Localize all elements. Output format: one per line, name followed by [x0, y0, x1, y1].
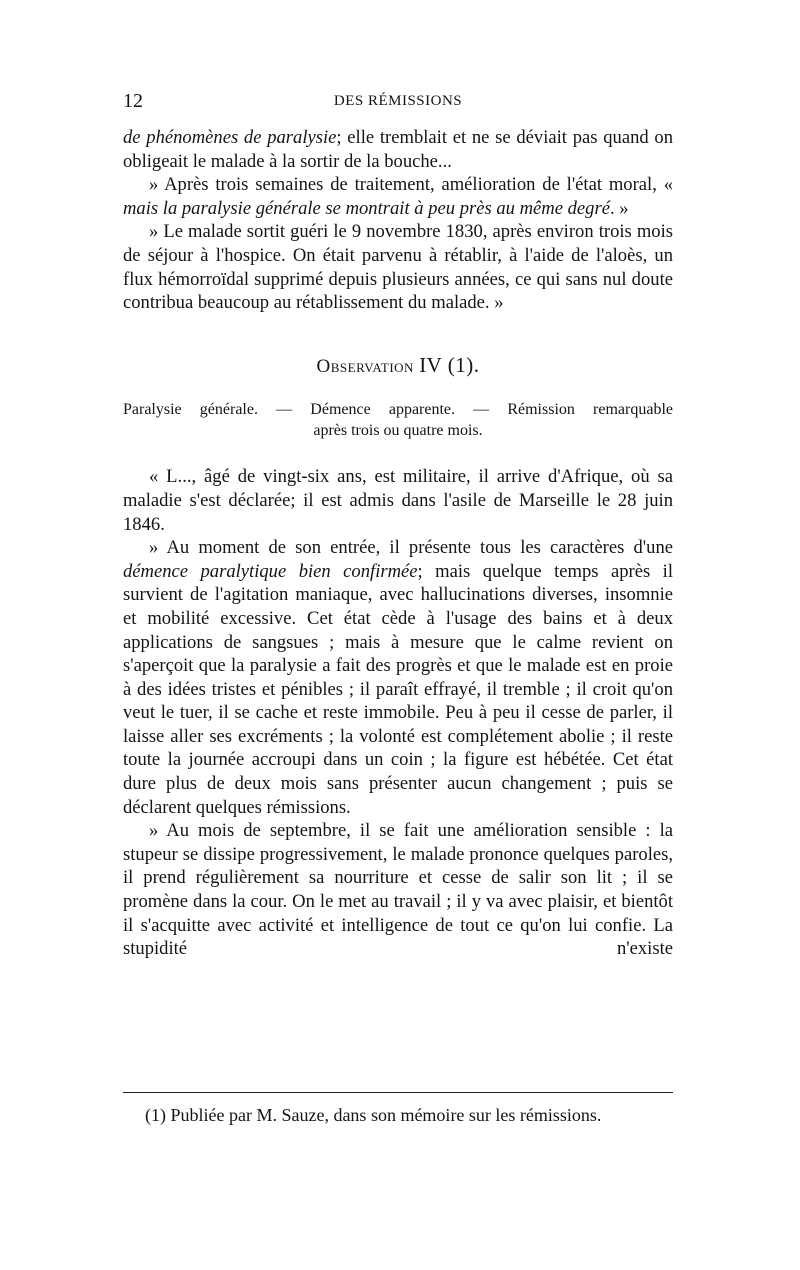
- text-run: ; elle tremblait et ne se déviait pas quand on obligeait le malade à la sortir de la bouche...: [123, 127, 673, 172]
- running-title: DES RÉMISSIONS: [333, 93, 463, 109]
- observation-label: Observation: [316, 355, 414, 377]
- paragraph: [123, 819, 673, 961]
- italic-phrase: mais la paralysie générale se montrait à peu près au même degré: [123, 197, 610, 219]
- footnote: (1) Publiée par M. Sauze, dans son mémoire sur les rémissions.: [145, 1105, 602, 1125]
- paragraph: [123, 465, 673, 536]
- paragraph: [123, 126, 673, 173]
- observation-summary: [123, 399, 673, 441]
- paragraph: [123, 173, 673, 220]
- italic-phrase: de phénomènes de paralysie: [123, 127, 337, 148]
- footnote-rule: [123, 1092, 673, 1093]
- text-run: ; mais quelque temps après il survient de l'agitation maniaque, avec hallucinations diverses, insomnie et mobilité excessive. Cet état cède à l'usage des bains et à deux applications de sangsues ; mais à mesure que le calme revient on s'aperçoit que la paralysie a fait des progrès et que le malade est en proie à des idées tristes et pénibles ; il paraît effrayé, il tremble ; il croit qu'on veut le tuer, il se cache et reste immobile. Peu à peu il cesse de parler, il laisse aller ses excréments ; la volonté est complétement abolie ; il reste toute la journée accroupi dans un coin ; la figure est hébétée. Cet état dure plus de deux mois sans présenter aucun changement ; puis se déclarent quelques rémissions.: [123, 560, 673, 818]
- text-run: » Après trois semaines de traitement, amélioration de l'état moral, «: [149, 174, 673, 196]
- summary-line: après trois ou quatre mois.: [313, 422, 483, 440]
- observation-title: [123, 354, 673, 379]
- italic-phrase: démence paralytique bien confirmée: [123, 560, 418, 582]
- text-run: » Au moment de son entrée, il présente tous les caractères d'une: [149, 537, 673, 559]
- page-number: 12: [123, 90, 143, 112]
- observation-number: IV (1).: [419, 352, 480, 377]
- text-run: » Le malade sortit guéri le 9 novembre 1830, après environ trois mois de séjour à l'hospice. On était parvenu à rétablir, à l'aide de l'aloès, un flux hémorroïdal supprimé depuis plusieurs années, ce qui sans nul doute contribua beaucoup au rétablissement du malade. »: [123, 221, 673, 314]
- paragraph: [123, 220, 673, 314]
- text-run: « L..., âgé de vingt-six ans, est militaire, il arrive d'Afrique, où sa maladie s'est déclarée; il est admis dans l'asile de Marseille le 28 juin 1846.: [123, 466, 673, 535]
- text-run: . »: [609, 197, 629, 219]
- body-text: [123, 126, 673, 961]
- summary-line: Paralysie générale. — Démence apparente. — Rémission remarquable: [123, 401, 673, 419]
- page-header: [123, 90, 673, 112]
- paragraph: [123, 536, 673, 819]
- text-run: » Au mois de septembre, il se fait une amélioration sensible : la stupeur se dissipe progressivement, le malade prononce quelques paroles, il prend régulièrement sa nourriture et cesse de salir son lit ; il se promène dans la cour. On le met au travail ; il y va avec plaisir, et bientôt il s'acquitte avec activité et intelligence de tout ce qu'on lui confie. La stupidité n'existe: [123, 820, 673, 960]
